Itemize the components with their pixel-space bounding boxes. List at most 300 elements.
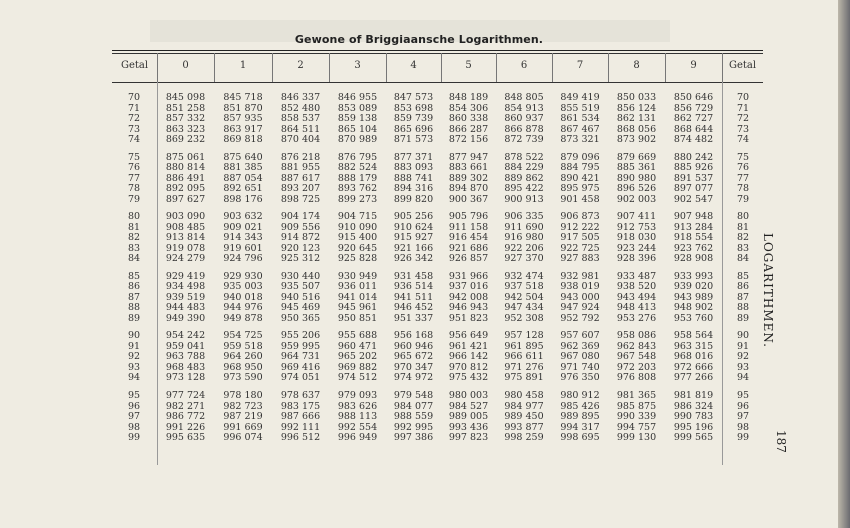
log-value-cell: 868 056: [616, 123, 657, 135]
row-number-right: 94: [736, 372, 750, 384]
log-value-cell: 933 487: [616, 270, 657, 282]
log-value-cell: 895 975: [560, 183, 600, 195]
row-number-right: 89: [736, 312, 750, 324]
row-number: 86: [127, 281, 141, 293]
row-number: 84: [127, 253, 141, 265]
column-header: 0: [182, 60, 189, 71]
log-value-cell: 943 494: [616, 291, 657, 303]
log-value-cell: 970 347: [393, 361, 434, 373]
log-value-cell: 880 242: [673, 151, 714, 163]
log-value-cell: 982 723: [223, 400, 263, 412]
log-value-cell: 951 823: [448, 312, 489, 324]
log-value-cell: 997 386: [393, 432, 434, 443]
row-number-right: 78: [736, 183, 750, 195]
row-number: 81: [127, 221, 141, 233]
log-value-cell: 927 883: [560, 253, 600, 265]
log-value-cell: 860 937: [504, 113, 544, 124]
log-value-cell: 957 607: [560, 330, 600, 342]
column-header: Getal: [120, 60, 149, 71]
log-value-cell: 904 715: [337, 211, 378, 223]
log-value-cell: 919 601: [223, 242, 263, 254]
log-value-cell: 990 783: [673, 411, 714, 422]
log-value-cell: 884 795: [560, 162, 600, 174]
row-number-right: 91: [736, 340, 750, 352]
log-value-cell: 905 796: [448, 211, 489, 223]
row-number: 79: [127, 193, 141, 205]
log-value-cell: 894 316: [393, 183, 434, 195]
page-number: 187: [774, 430, 788, 453]
log-value-cell: 942 008: [448, 291, 489, 303]
log-value-cell: 909 021: [223, 221, 263, 233]
log-value-cell: 864 511: [280, 123, 321, 135]
log-value-cell: 860 338: [448, 113, 489, 124]
log-value-cell: 999 565: [673, 432, 714, 443]
log-value-cell: 890 980: [616, 172, 657, 184]
row-number: 75: [127, 151, 141, 163]
log-value-cell: 918 554: [673, 232, 714, 244]
row-number-right: 85: [736, 270, 750, 282]
log-value-cell: 875 640: [223, 151, 263, 163]
row-number-right: 99: [736, 432, 750, 443]
row-number: 98: [127, 421, 141, 433]
row-number: 92: [127, 351, 141, 363]
log-value-cell: 999 130: [616, 432, 657, 443]
row-number-right: 87: [736, 291, 750, 303]
log-value-cell: 964 731: [280, 351, 321, 363]
log-value-cell: 947 924: [560, 302, 600, 314]
log-value-cell: 952 308: [504, 312, 544, 324]
log-value-cell: 991 226: [165, 421, 206, 433]
log-value-cell: 868 644: [673, 123, 714, 135]
log-value-cell: 859 138: [337, 113, 378, 124]
log-value-cell: 980 912: [560, 390, 600, 401]
log-value-cell: 912 222: [560, 221, 600, 233]
row-number: 88: [127, 302, 141, 314]
log-value-cell: 970 812: [448, 361, 489, 373]
log-value-cell: 893 207: [280, 183, 321, 195]
log-value-cell: 989 005: [448, 411, 489, 422]
row-number: 80: [127, 211, 141, 223]
log-value-cell: 944 483: [165, 302, 206, 314]
log-value-cell: 910 624: [393, 221, 434, 233]
log-value-cell: 923 244: [616, 242, 657, 254]
log-value-cell: 847 573: [393, 92, 434, 103]
log-value-cell: 948 413: [616, 302, 657, 314]
log-value-cell: 871 573: [393, 134, 434, 145]
log-value-cell: 931 966: [448, 270, 489, 282]
log-value-cell: 857 332: [165, 113, 206, 124]
log-value-cell: 954 725: [223, 330, 263, 342]
log-value-cell: 998 695: [560, 432, 600, 443]
row-number: 95: [127, 390, 141, 401]
row-number: 96: [127, 400, 141, 412]
log-value-cell: 977 266: [673, 372, 714, 384]
log-value-cell: 854 913: [504, 102, 544, 114]
log-value-cell: 916 454: [448, 232, 489, 244]
log-value-cell: 972 666: [673, 361, 714, 373]
log-value-cell: 951 337: [393, 312, 434, 324]
log-value-cell: 972 203: [616, 361, 657, 373]
log-value-cell: 992 995: [393, 421, 434, 433]
log-value-cell: 971 276: [504, 361, 544, 373]
row-number-right: 80: [736, 211, 750, 223]
log-value-cell: 902 547: [673, 193, 714, 205]
log-value-cell: 929 419: [165, 270, 206, 282]
log-value-cell: 919 078: [165, 242, 206, 254]
log-value-cell: 894 870: [448, 183, 489, 195]
log-value-cell: 937 518: [504, 281, 544, 293]
log-value-cell: 969 416: [280, 361, 321, 373]
log-value-cell: 959 518: [223, 340, 263, 352]
log-value-cell: 908 485: [165, 221, 206, 233]
log-value-cell: 902 003: [616, 193, 657, 205]
log-value-cell: 939 519: [165, 291, 206, 303]
log-value-cell: 881 385: [223, 162, 263, 174]
log-value-cell: 984 527: [448, 400, 489, 412]
log-value-cell: 935 507: [280, 281, 321, 293]
log-value-cell: 885 926: [673, 162, 714, 174]
log-value-cell: 954 242: [165, 330, 206, 342]
log-value-cell: 945 961: [337, 302, 378, 314]
log-value-cell: 877 371: [393, 151, 434, 163]
log-value-cell: 986 772: [165, 411, 206, 422]
column-header: 6: [520, 60, 528, 71]
log-value-cell: 959 995: [280, 340, 321, 352]
log-value-cell: 992 111: [280, 421, 321, 433]
log-value-cell: 899 273: [337, 193, 378, 205]
column-header: 9: [690, 60, 697, 71]
row-number-right: 83: [736, 242, 750, 254]
log-value-cell: 887 054: [223, 172, 263, 184]
log-value-cell: 982 271: [165, 400, 206, 412]
row-number: 77: [127, 172, 141, 184]
row-number: 74: [127, 134, 141, 145]
row-number: 73: [127, 123, 141, 135]
log-value-cell: 967 080: [560, 351, 600, 363]
log-value-cell: 936 011: [337, 281, 378, 293]
log-value-cell: 870 989: [337, 134, 378, 145]
log-value-cell: 950 365: [280, 312, 321, 324]
log-value-cell: 865 696: [393, 123, 434, 135]
log-value-cell: 845 718: [223, 92, 263, 103]
log-value-cell: 906 873: [560, 211, 600, 223]
log-value-cell: 989 450: [504, 411, 544, 422]
log-value-cell: 875 061: [165, 151, 206, 163]
row-number: 99: [127, 432, 141, 443]
row-number-right: 97: [736, 411, 750, 422]
log-value-cell: 949 390: [165, 312, 206, 324]
row-number: 85: [127, 270, 141, 282]
log-value-cell: 966 142: [448, 351, 489, 363]
log-value-cell: 926 342: [393, 253, 434, 265]
log-value-cell: 873 902: [616, 134, 657, 145]
log-value-cell: 873 321: [560, 134, 600, 145]
row-number: 72: [127, 113, 141, 124]
log-value-cell: 955 206: [280, 330, 321, 342]
column-header: 4: [410, 60, 417, 71]
log-value-cell: 883 661: [448, 162, 489, 174]
row-number-right: 90: [736, 330, 750, 342]
row-number: 76: [127, 162, 141, 174]
log-value-cell: 872 739: [504, 134, 544, 145]
log-value-cell: 971 740: [560, 361, 600, 373]
log-value-cell: 906 335: [504, 211, 544, 223]
log-value-cell: 968 016: [673, 351, 714, 363]
book-gutter: [838, 0, 850, 528]
log-value-cell: 877 947: [448, 151, 489, 163]
log-value-cell: 928 396: [616, 253, 657, 265]
log-value-cell: 995 196: [673, 421, 714, 433]
log-value-cell: 850 033: [616, 92, 657, 103]
log-value-cell: 889 302: [448, 172, 489, 184]
row-number: 91: [127, 340, 141, 352]
log-value-cell: 869 232: [165, 134, 206, 145]
log-value-cell: 953 276: [616, 312, 657, 324]
log-value-cell: 955 688: [337, 330, 378, 342]
log-value-cell: 848 189: [448, 92, 489, 103]
log-value-cell: 892 651: [223, 183, 263, 195]
log-value-cell: 960 946: [393, 340, 434, 352]
log-value-cell: 984 977: [504, 400, 544, 412]
log-value-cell: 996 949: [337, 432, 378, 443]
log-value-cell: 988 559: [393, 411, 434, 422]
log-value-cell: 920 645: [337, 242, 378, 254]
row-number-right: 88: [736, 302, 750, 314]
log-value-cell: 936 514: [393, 281, 434, 293]
row-number-right: 71: [736, 102, 750, 114]
row-number: 94: [127, 372, 141, 384]
log-value-cell: 900 913: [504, 193, 544, 205]
column-header: 5: [465, 60, 472, 71]
log-value-cell: 993 436: [448, 421, 489, 433]
column-header: 3: [354, 60, 361, 71]
log-value-cell: 903 090: [165, 211, 206, 223]
log-value-cell: 872 156: [448, 134, 489, 145]
row-number-right: 82: [736, 232, 750, 244]
log-value-cell: 921 166: [393, 242, 434, 254]
log-value-cell: 942 504: [504, 291, 544, 303]
log-value-cell: 913 814: [165, 232, 206, 244]
log-value-cell: 857 935: [223, 113, 263, 124]
log-value-cell: 969 882: [337, 361, 378, 373]
log-value-cell: 925 828: [337, 253, 378, 265]
log-value-cell: 975 891: [504, 372, 544, 384]
log-value-cell: 924 279: [165, 253, 206, 265]
log-value-cell: 901 458: [560, 193, 600, 205]
log-value-cell: 943 989: [673, 291, 714, 303]
log-value-cell: 854 306: [448, 102, 489, 114]
log-value-cell: 913 284: [673, 221, 714, 233]
log-value-cell: 946 452: [393, 302, 434, 314]
log-value-cell: 974 051: [280, 372, 321, 384]
row-number: 89: [127, 312, 141, 324]
log-value-cell: 889 862: [504, 172, 544, 184]
column-header: 1: [239, 60, 247, 71]
log-value-cell: 984 077: [393, 400, 434, 412]
log-value-cell: 930 949: [337, 270, 378, 282]
log-value-cell: 867 467: [560, 123, 600, 135]
log-value-cell: 895 422: [504, 183, 544, 195]
row-number-right: 95: [736, 390, 750, 401]
row-number-right: 73: [736, 123, 750, 135]
log-value-cell: 845 098: [165, 92, 206, 103]
log-value-cell: 851 870: [223, 102, 263, 114]
log-value-cell: 861 534: [560, 113, 600, 124]
log-value-cell: 966 611: [504, 351, 544, 363]
log-value-cell: 963 788: [165, 351, 206, 363]
log-value-cell: 850 646: [673, 92, 714, 103]
log-value-cell: 916 980: [504, 232, 544, 244]
log-value-cell: 927 370: [504, 253, 544, 265]
log-value-cell: 943 000: [560, 291, 600, 303]
log-value-cell: 907 948: [673, 211, 714, 223]
log-value-cell: 956 649: [448, 330, 489, 342]
log-value-cell: 849 419: [560, 92, 600, 103]
log-value-cell: 900 367: [448, 193, 489, 205]
log-value-cell: 994 757: [616, 421, 657, 433]
log-value-cell: 931 458: [393, 270, 434, 282]
log-value-cell: 977 724: [165, 390, 206, 401]
log-value-cell: 888 741: [393, 172, 434, 184]
column-header: 7: [576, 60, 584, 71]
log-value-cell: 926 857: [448, 253, 489, 265]
log-value-cell: 968 483: [165, 361, 206, 373]
log-value-cell: 911 690: [504, 221, 544, 233]
log-value-cell: 993 877: [504, 421, 544, 433]
log-value-cell: 974 512: [337, 372, 378, 384]
top-rule: [112, 50, 763, 51]
log-value-cell: 988 113: [337, 411, 378, 422]
log-value-cell: 904 174: [280, 211, 321, 223]
log-value-cell: 892 095: [165, 183, 206, 195]
log-value-cell: 939 020: [673, 281, 714, 293]
log-value-cell: 903 632: [223, 211, 263, 223]
log-value-cell: 979 548: [393, 390, 434, 401]
log-value-cell: 938 019: [560, 281, 600, 293]
log-value-cell: 898 725: [280, 193, 321, 205]
log-value-cell: 898 176: [223, 193, 263, 205]
log-value-cell: 884 229: [504, 162, 544, 174]
log-value-cell: 965 672: [393, 351, 434, 363]
log-value-cell: 941 511: [393, 291, 434, 303]
log-value-cell: 978 637: [280, 390, 321, 401]
log-value-cell: 992 554: [337, 421, 378, 433]
log-value-cell: 973 590: [223, 372, 263, 384]
row-number: 93: [127, 361, 141, 373]
log-value-cell: 976 350: [560, 372, 600, 384]
log-value-cell: 996 512: [280, 432, 321, 443]
log-value-cell: 930 440: [280, 270, 321, 282]
log-value-cell: 923 762: [673, 242, 714, 254]
log-value-cell: 946 943: [448, 302, 489, 314]
log-value-cell: 907 411: [616, 211, 657, 223]
log-value-cell: 866 878: [504, 123, 544, 135]
log-value-cell: 885 361: [616, 162, 657, 174]
row-number: 71: [127, 102, 141, 114]
column-header: 2: [297, 60, 304, 71]
log-value-cell: 987 219: [223, 411, 263, 422]
log-value-cell: 921 686: [448, 242, 489, 254]
log-value-cell: 897 627: [165, 193, 206, 205]
log-value-cell: 974 972: [393, 372, 434, 384]
row-number-right: 86: [736, 281, 750, 293]
log-value-cell: 855 519: [560, 102, 600, 114]
log-value-cell: 928 908: [673, 253, 714, 265]
log-value-cell: 863 323: [165, 123, 206, 135]
log-value-cell: 883 093: [393, 162, 434, 174]
column-header: 8: [633, 60, 640, 71]
log-value-cell: 947 434: [504, 302, 544, 314]
row-number: 97: [127, 411, 141, 422]
log-value-cell: 899 820: [393, 193, 434, 205]
log-value-cell: 940 516: [280, 291, 321, 303]
log-value-cell: 945 469: [280, 302, 321, 314]
log-value-cell: 874 482: [673, 134, 714, 145]
row-number-right: 74: [736, 134, 750, 145]
log-value-cell: 950 851: [337, 312, 378, 324]
log-value-cell: 856 124: [616, 102, 657, 114]
log-value-cell: 912 753: [616, 221, 657, 233]
log-value-cell: 870 404: [280, 134, 321, 145]
log-value-cell: 865 104: [337, 123, 378, 135]
log-value-cell: 981 819: [673, 390, 714, 401]
row-number-right: 72: [736, 113, 750, 124]
row-number-right: 70: [736, 92, 750, 103]
log-value-cell: 994 317: [560, 421, 600, 433]
log-value-cell: 922 206: [504, 242, 544, 254]
row-number-right: 81: [736, 221, 750, 233]
log-value-cell: 856 729: [673, 102, 714, 114]
log-value-cell: 983 175: [280, 400, 321, 412]
log-value-cell: 858 537: [280, 113, 321, 124]
log-value-cell: 896 526: [616, 183, 657, 195]
log-value-cell: 980 458: [504, 390, 544, 401]
log-value-cell: 973 128: [165, 372, 206, 384]
log-value-cell: 925 312: [280, 253, 321, 265]
page-title: Gewone of Briggiaansche Logarithmen.: [294, 33, 544, 46]
log-value-cell: 879 096: [560, 151, 600, 163]
log-value-cell: 897 077: [673, 183, 714, 195]
log-value-cell: 989 895: [560, 411, 600, 422]
log-value-cell: 853 089: [337, 102, 378, 114]
log-value-cell: 848 805: [504, 92, 544, 103]
header-bottom-rule: [112, 82, 763, 83]
log-value-cell: 949 878: [223, 312, 263, 324]
log-value-cell: 909 556: [280, 221, 321, 233]
log-value-cell: 905 256: [393, 211, 434, 223]
row-number: 78: [127, 183, 141, 195]
log-value-cell: 975 432: [448, 372, 489, 384]
log-value-cell: 962 369: [560, 340, 600, 352]
row-number-right: 84: [736, 253, 750, 265]
log-value-cell: 980 003: [448, 390, 489, 401]
log-value-cell: 869 818: [223, 134, 263, 145]
log-value-cell: 985 426: [560, 400, 600, 412]
log-value-cell: 983 626: [337, 400, 378, 412]
log-value-cell: 893 762: [337, 183, 378, 195]
log-value-cell: 940 018: [223, 291, 263, 303]
row-number: 82: [127, 232, 141, 244]
log-value-cell: 934 498: [165, 281, 206, 293]
column-header: Getal: [728, 60, 757, 71]
row-number-right: 98: [736, 421, 750, 433]
row-number-right: 93: [736, 361, 750, 373]
log-value-cell: 891 537: [673, 172, 714, 184]
log-value-cell: 976 808: [616, 372, 657, 384]
log-value-cell: 948 902: [673, 302, 714, 314]
log-value-cell: 933 993: [673, 270, 714, 282]
log-value-cell: 876 218: [280, 151, 321, 163]
